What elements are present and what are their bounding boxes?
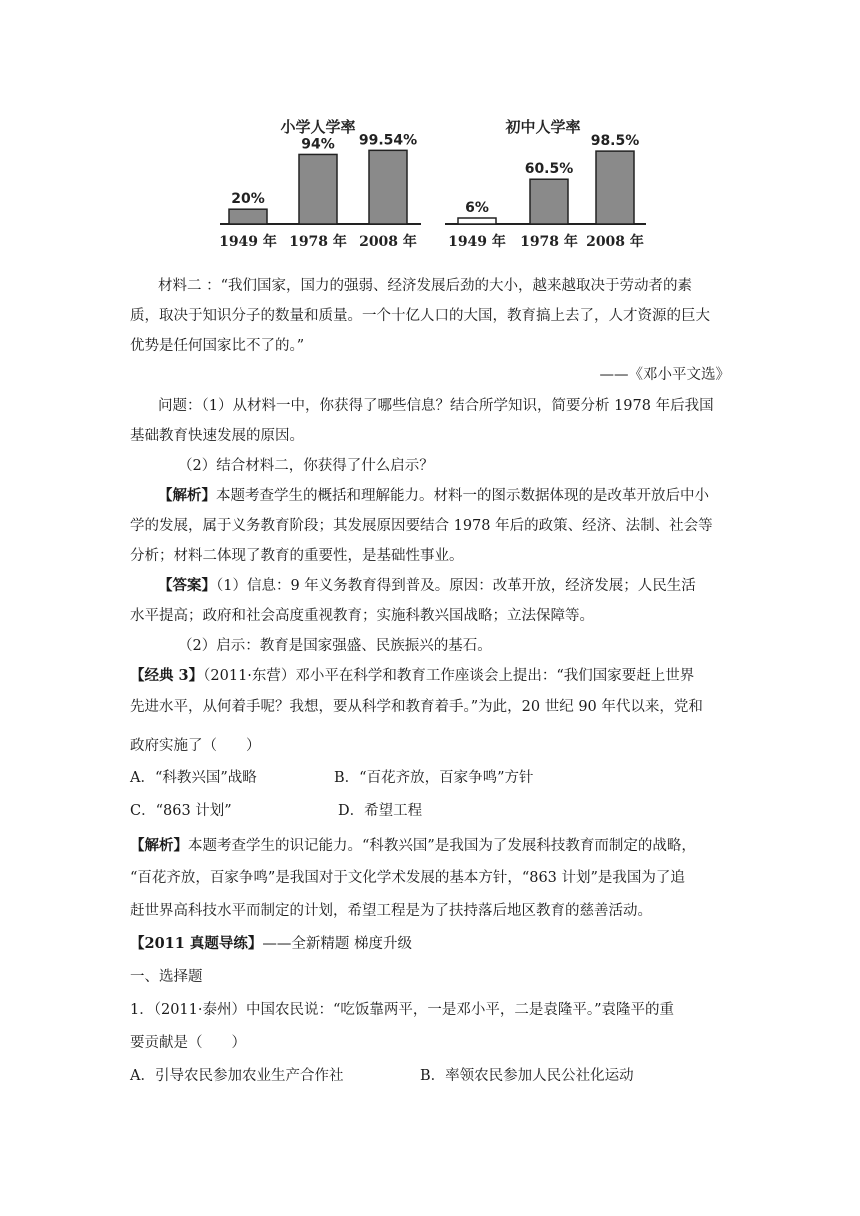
data-label: 98.5% [590, 133, 640, 150]
text-span: 本题考查学生的识记能力。“科教兴国”是我国为了发展科技教育而制定的战略， [188, 838, 696, 854]
x-tick-label: 2008 年 [586, 234, 644, 250]
text-line [158, 486, 758, 506]
text-line [130, 934, 730, 954]
option-b: B．“百花齐放，百家争鸣”方针 [334, 770, 534, 786]
answer-tag: 【答案】 [158, 577, 216, 594]
x-tick-label: 1949 年 [448, 234, 506, 250]
text-span: （2011·东营）邓小平在科学和教育工作座谈会上提出：“我们国家要赶上世界 [203, 668, 695, 684]
text-line: 水平提高；政府和社会高度重视教育；实施科教兴国战略；立法保障等。 [130, 608, 594, 624]
text-span: 本题考查学生的概括和理解能力。材料一的图示数据体现的是改革开放后中小 [216, 488, 709, 504]
text-span: （1）信息：9 年义务教育得到普及。原因：改革开放，经济发展；人民生活 [216, 578, 696, 594]
primary-school-chart [218, 108, 423, 250]
bar [299, 154, 337, 224]
text-line: 材料二 ：“我们国家，国力的强弱、经济发展后劲的大小，越来越取决于劳动者的素 [158, 278, 693, 294]
text-line: 问题：（1）从材料一中，你获得了哪些信息？结合所学知识，简要分析 1978 年后我国 [158, 398, 714, 414]
text-span: ——全新精题 梯度升级 [262, 936, 413, 952]
option-row [130, 801, 730, 821]
chart-title: 初中人学率 [505, 118, 581, 136]
primary-chart-svg [218, 108, 423, 250]
text-line: 基础教育快速发展的原因。 [130, 428, 304, 444]
practice-tag: 【2011 真题导练】 [130, 935, 263, 952]
x-tick-label: 1949 年 [219, 234, 277, 250]
text-line: （2）结合材料二，你获得了什么启示？ [178, 458, 434, 474]
text-line: （2）启示：教育是国家强盛、民族振兴的基石。 [178, 638, 492, 654]
option-a: A．引导农民参加农业生产合作社 [130, 1068, 344, 1084]
section-heading: 一、选择题 [130, 969, 203, 985]
bars [458, 133, 639, 224]
bar [369, 150, 407, 224]
option-a: A．“科教兴国”战略 [130, 770, 257, 786]
bar [530, 179, 568, 224]
chart-title: 小学人学率 [280, 118, 356, 136]
middle-chart-svg [443, 108, 648, 250]
x-tick-label: 1978 年 [289, 234, 347, 250]
enrollment-charts [218, 108, 648, 250]
text-line: 1．（2011·泰州）中国农民说：“吃饭靠两平，一是邓小平，二是袁隆平。”袁隆平的重 [130, 1002, 675, 1018]
text-line: 学的发展，属于义务教育阶段；其发展原因要结合 1978 年后的政策、经济、法制、社会等 [130, 518, 713, 534]
text-line: 赶世界高科技水平而制定的计划，希望工程是为了扶持落后地区教育的慈善活动。 [130, 903, 652, 919]
option-row [130, 1066, 730, 1086]
text-line: 政府实施了（ ） [130, 738, 261, 754]
data-label: 20% [231, 191, 265, 208]
text-line: 质，取决于知识分子的数量和质量。一个十亿人口的大国，教育搞上去了，人才资源的巨大 [130, 308, 710, 324]
x-tick-label: 2008 年 [359, 234, 417, 250]
middle-school-chart [443, 108, 648, 250]
x-tick-label: 1978 年 [520, 234, 578, 250]
data-label: 6% [465, 200, 489, 216]
option-row [130, 768, 730, 788]
text-line: “百花齐放，百家争鸣”是我国对于文化学术发展的基本方针，“863 计划”是我国为了追 [130, 870, 685, 886]
source-citation: ——《邓小平文选》 [599, 367, 730, 383]
option-d: D．希望工程 [338, 803, 423, 819]
text-line: 分析；材料二体现了教育的重要性，是基础性事业。 [130, 548, 464, 564]
analysis-tag: 【解析】 [158, 487, 216, 504]
bars [229, 132, 417, 224]
data-label: 99.54% [358, 132, 418, 149]
text-line: 要贡献是（ ） [130, 1035, 246, 1051]
option-c: C．“863 计划” [130, 803, 232, 819]
bar [229, 209, 267, 224]
option-b: B．率领农民参加人民公社化运动 [420, 1068, 634, 1084]
text-line [158, 576, 758, 596]
analysis-tag: 【解析】 [130, 837, 188, 854]
text-line: 优势是任何国家比不了的。” [130, 338, 305, 354]
text-line: 先进水平，从何着手呢？我想，要从科学和教育着手。”为此，20 世纪 90 年代以来，党和 [130, 699, 703, 715]
data-label: 94% [301, 136, 335, 153]
text-line [130, 836, 730, 856]
bar [596, 151, 634, 224]
classic-tag: 【经典 3】 [130, 667, 204, 684]
data-label: 60.5% [524, 161, 574, 178]
bar [458, 218, 496, 224]
text-line [130, 666, 730, 686]
